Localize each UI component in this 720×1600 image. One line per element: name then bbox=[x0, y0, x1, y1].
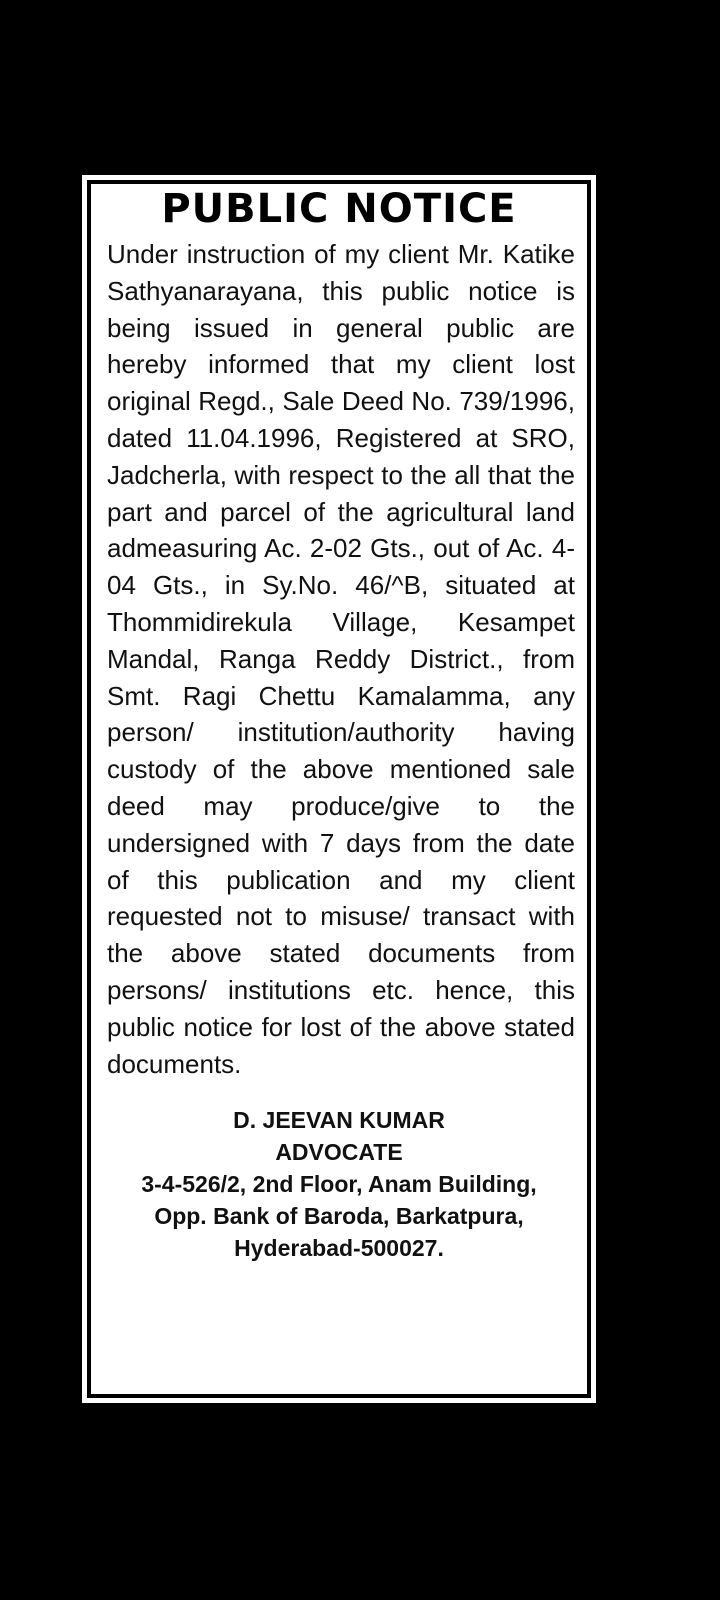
address-line-1: 3-4-526/2, 2nd Floor, Anam Building, bbox=[141, 1171, 537, 1198]
address-line-3: Hyderabad-500027. bbox=[234, 1235, 444, 1262]
signature-block bbox=[91, 1104, 587, 1264]
notice-body: Under instruction of my client Mr. Katike Sathyanarayana, this public notice is being issued in general public are hereby informed that my client lost original Regd., Sale Deed No. 739/1996, dated 11.04.1996, Registered at SRO, Jadcherla, with respect to the all that the part and parcel of the agricultural land admeasuring Ac. 2-02 Gts., out of Ac. 4-04 Gts., in Sy.No. 46/^B, situated at Thommidirekula Village, Kesampet Mandal, Ranga Reddy District., from Smt. Ragi Chettu Kamalamma, any person/ institution/authority having custody of the above mentioned sale deed may produce/give to the undersigned with 7 days from the date of this publication and my client requested not to misuse/ transact with the above stated documents from persons/ institutions etc. hence, this public notice for lost of the above stated documents. bbox=[107, 239, 575, 1079]
notice-title: PUBLIC NOTICE bbox=[161, 186, 517, 232]
advocate-name: D. JEEVAN KUMAR bbox=[233, 1107, 445, 1134]
public-notice-box bbox=[82, 175, 596, 1403]
address-line-2: Opp. Bank of Baroda, Barkatpura, bbox=[154, 1203, 524, 1230]
notice-border bbox=[87, 180, 591, 1398]
advocate-designation: ADVOCATE bbox=[275, 1139, 403, 1166]
